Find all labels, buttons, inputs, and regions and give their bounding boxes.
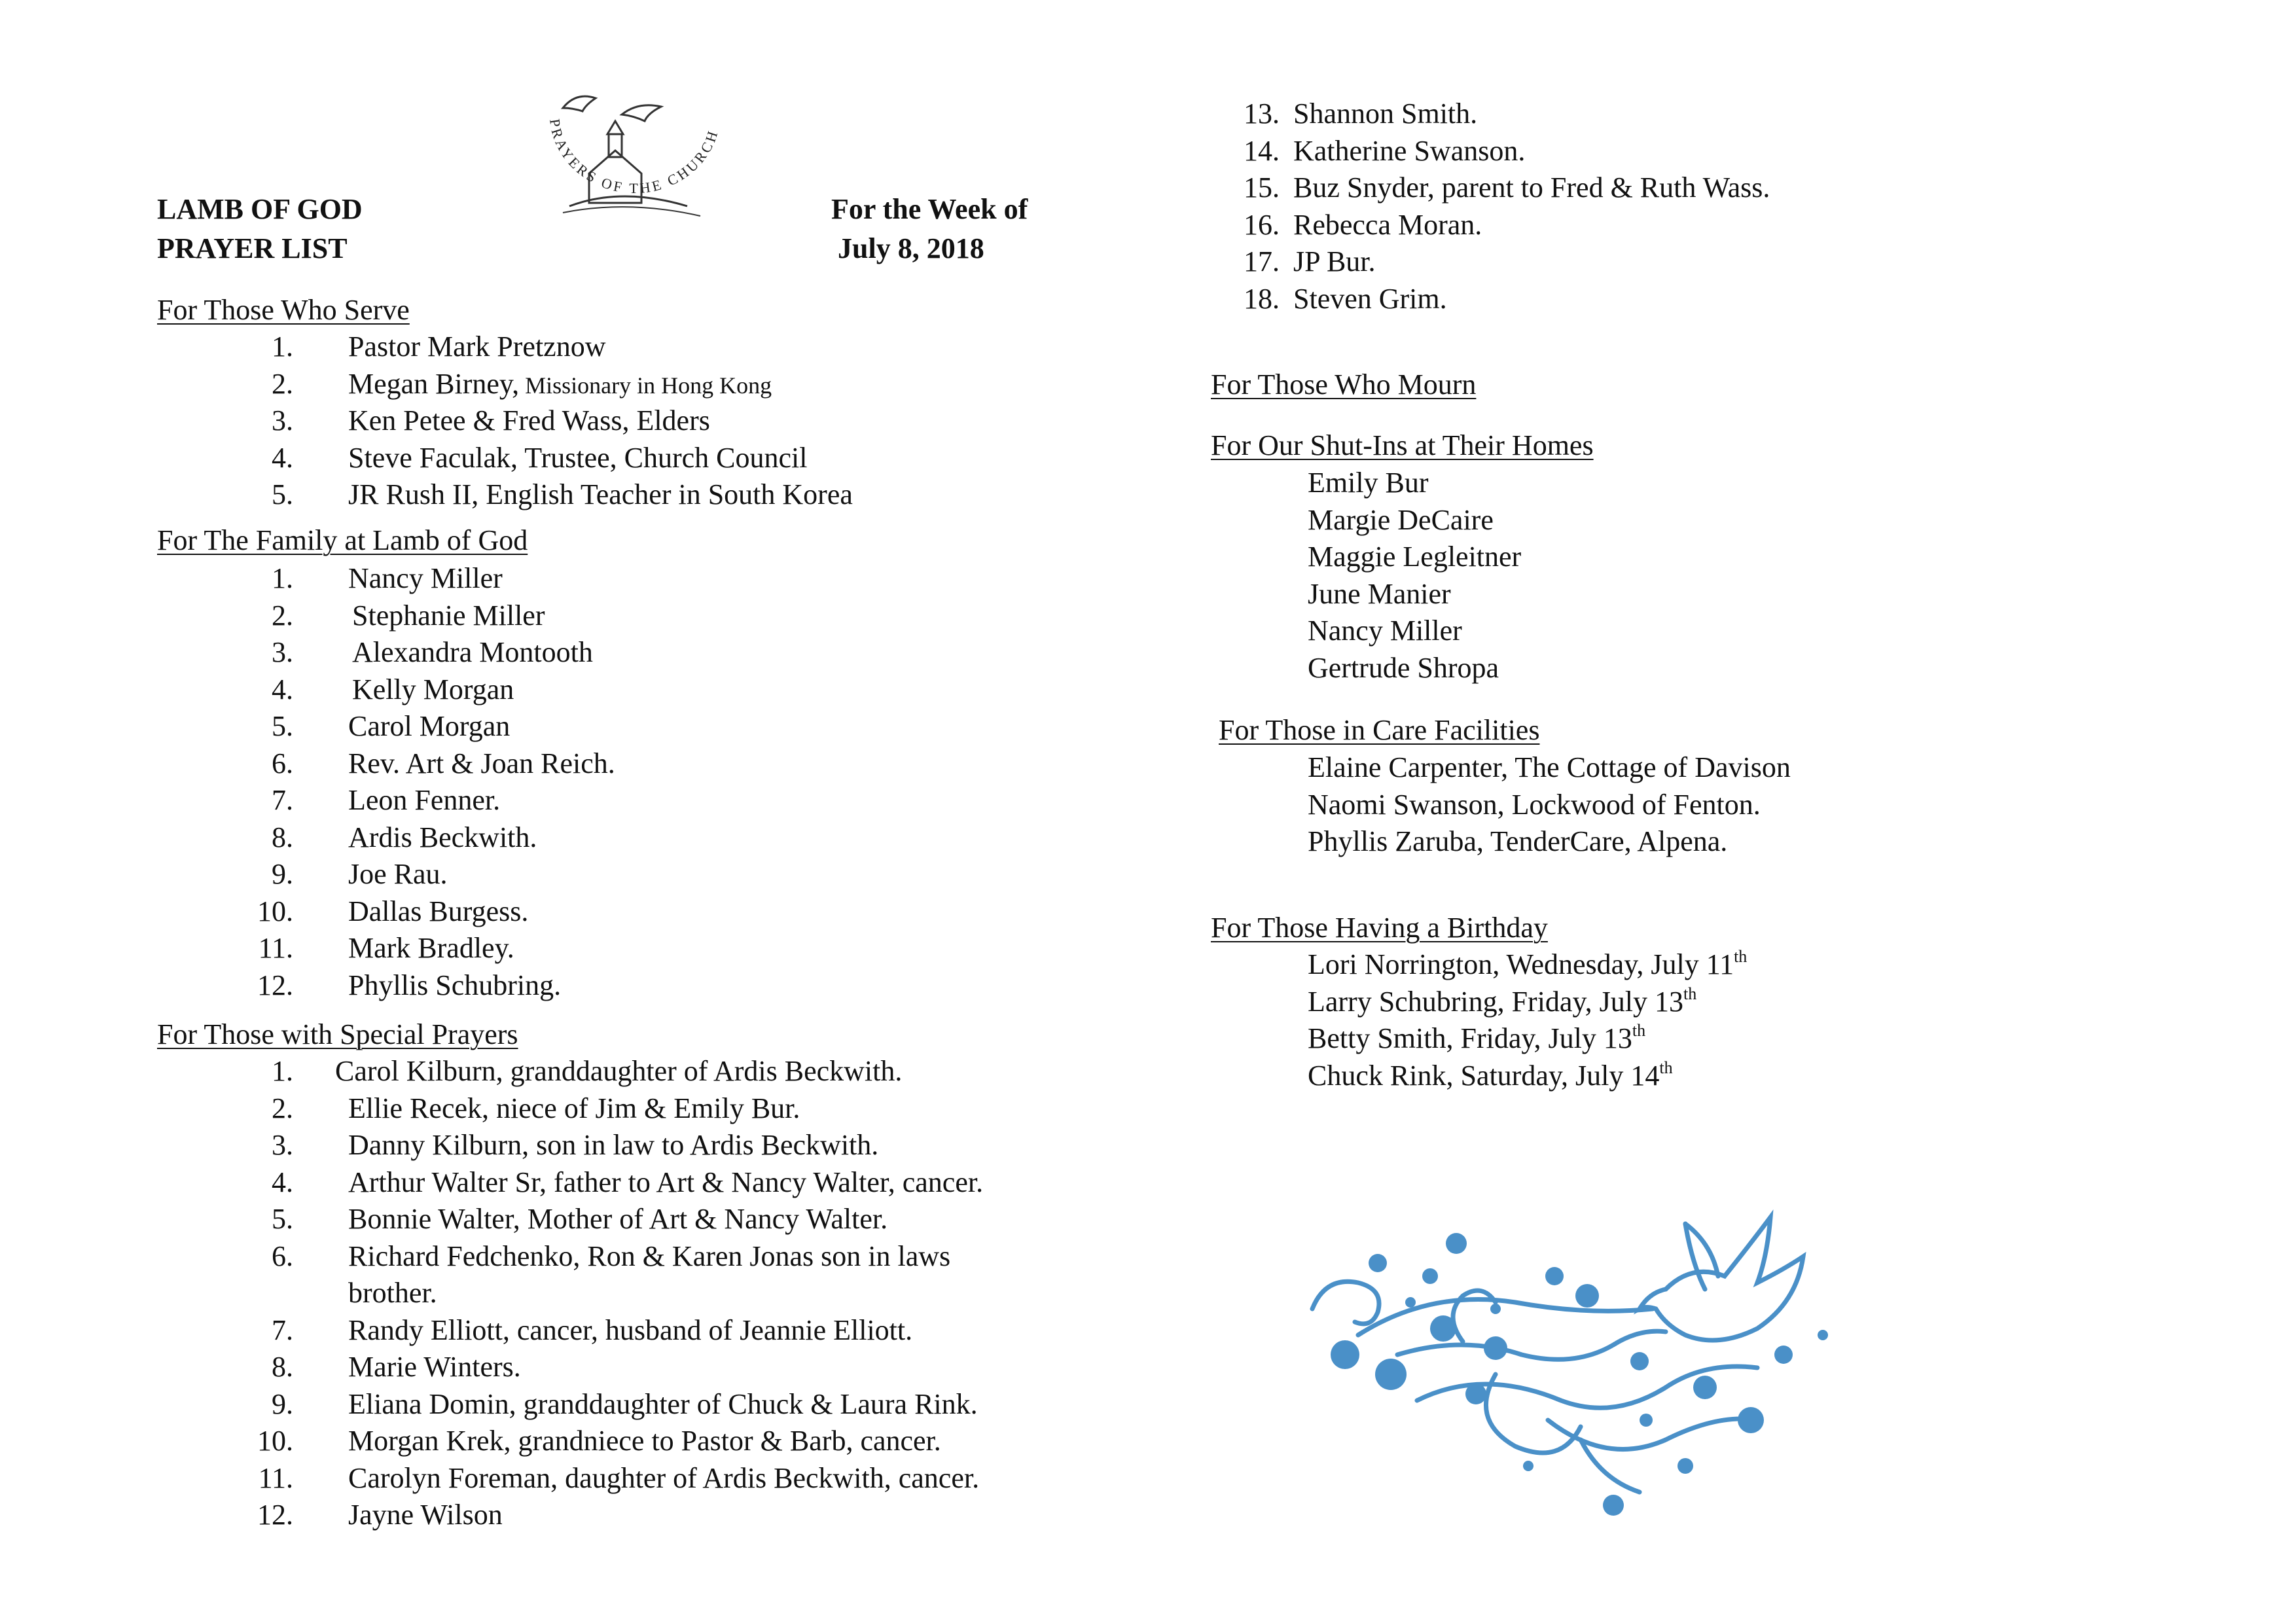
- item-text: JP Bur.: [1293, 245, 1376, 277]
- item-number: 1.: [272, 562, 293, 594]
- item-number: 3.: [272, 636, 293, 668]
- item-text: Gertrude Shropa: [1308, 651, 1499, 684]
- item-number: 13.: [1244, 98, 1280, 130]
- item-text: Rev. Art & Joan Reich.: [348, 747, 615, 779]
- item-text: Shannon Smith.: [1293, 98, 1478, 130]
- item-number: 2.: [272, 1092, 293, 1124]
- item-number: 2.: [272, 367, 293, 400]
- title-line-1: LAMB OF GOD: [157, 193, 363, 225]
- item-text: Ardis Beckwith.: [348, 821, 537, 853]
- item-number: 7.: [272, 784, 293, 816]
- ordinal-suffix: th: [1632, 1021, 1646, 1040]
- list-item: [1308, 787, 1761, 823]
- ordinal-suffix: th: [1683, 984, 1697, 1003]
- item-number: 5.: [272, 1203, 293, 1235]
- item-text: Alexandra Montooth: [352, 636, 593, 668]
- ordinal-suffix: th: [1734, 947, 1748, 966]
- section-heading-care: For Those in Care Facilities: [1219, 714, 1540, 746]
- item-text: Joe Rau.: [348, 858, 448, 890]
- prayers-of-the-church-logo: [524, 88, 740, 239]
- item-note: Missionary in Hong Kong: [519, 372, 772, 399]
- logo-arc-text: PRAYERS OF THE CHURCH: [547, 117, 722, 197]
- list-item: [1308, 823, 1727, 860]
- item-text: Arthur Walter Sr, father to Art & Nancy Walter, cancer.: [348, 1166, 984, 1198]
- section-heading-mourn: For Those Who Mourn: [1211, 368, 1477, 401]
- item-number: 17.: [1244, 245, 1280, 277]
- item-number: 6.: [272, 747, 293, 779]
- item-text: Margie DeCaire: [1308, 503, 1494, 536]
- item-text: Mark Bradley.: [348, 932, 514, 964]
- dove-floral-ornament: [1299, 1204, 1856, 1518]
- item-number: 4.: [272, 1166, 293, 1198]
- item-text: Carolyn Foreman, daughter of Ardis Beckwith, cancer.: [348, 1461, 980, 1494]
- item-text: Lori Norrington, Wednesday, July 11: [1308, 948, 1734, 980]
- item-number: 10.: [257, 895, 293, 927]
- item-number: 11.: [258, 932, 293, 964]
- item-number: 16.: [1244, 208, 1280, 241]
- item-text: Pastor Mark Pretznow: [348, 330, 606, 363]
- section-heading-serve: For Those Who Serve: [157, 294, 410, 326]
- item-number: 3.: [272, 404, 293, 437]
- item-number: 7.: [272, 1313, 293, 1346]
- item-number: 4.: [272, 673, 293, 705]
- list-item: [1308, 465, 1429, 501]
- item-text: Jayne Wilson: [348, 1499, 503, 1531]
- item-text: Marie Winters.: [348, 1351, 521, 1383]
- item-number: 2.: [272, 599, 293, 632]
- section-heading-birthday: For Those Having a Birthday: [1211, 912, 1548, 944]
- item-text: Bonnie Walter, Mother of Art & Nancy Walter.: [348, 1203, 888, 1235]
- item-text: Leon Fenner.: [348, 784, 501, 816]
- item-text: brother.: [348, 1277, 437, 1309]
- item-number: 10.: [257, 1425, 293, 1457]
- item-number: 1.: [272, 330, 293, 363]
- week-line-2: July 8, 2018: [838, 232, 984, 264]
- item-text: Steven Grim.: [1293, 282, 1447, 315]
- item-text: Stephanie Miller: [352, 599, 545, 632]
- item-number: 9.: [272, 858, 293, 890]
- item-text: Nancy Miller: [348, 562, 503, 594]
- item-text: Rebecca Moran.: [1293, 208, 1482, 241]
- item-text: JR Rush II, English Teacher in South Korea: [348, 478, 853, 510]
- item-number: 4.: [272, 441, 293, 474]
- list-item: [1308, 502, 1494, 539]
- list-item: [1308, 576, 1451, 613]
- item-text: Phyllis Zaruba, TenderCare, Alpena.: [1308, 825, 1728, 857]
- list-item: [1308, 1020, 1645, 1061]
- item-text: Buz Snyder, parent to Fred & Ruth Wass.: [1293, 171, 1770, 204]
- item-number: 18.: [1244, 282, 1280, 315]
- week-line-1: For the Week of: [831, 193, 1028, 225]
- item-number: 9.: [272, 1387, 293, 1420]
- item-number: 12.: [257, 969, 293, 1001]
- section-heading-shutins: For Our Shut-Ins at Their Homes: [1211, 429, 1594, 461]
- item-text: Katherine Swanson.: [1293, 134, 1526, 167]
- item-number: 3.: [272, 1129, 293, 1161]
- item-number: 15.: [1244, 171, 1280, 204]
- item-text: Richard Fedchenko, Ron & Karen Jonas son in laws: [348, 1240, 951, 1272]
- item-text: Chuck Rink, Saturday, July 14: [1308, 1059, 1660, 1092]
- item-text: Betty Smith, Friday, July 13: [1308, 1022, 1632, 1054]
- item-text: Maggie Legleitner: [1308, 541, 1522, 573]
- list-item: [1308, 613, 1462, 649]
- item-text: Carol Kilburn, granddaughter of Ardis Beckwith.: [335, 1055, 903, 1087]
- item-text: Megan Birney, Missionary in Hong Kong: [348, 367, 772, 400]
- item-number: 8.: [272, 1351, 293, 1383]
- item-text: Randy Elliott, cancer, husband of Jeannie Elliott.: [348, 1313, 913, 1346]
- item-number: 14.: [1244, 134, 1280, 167]
- item-text: Ken Petee & Fred Wass, Elders: [348, 404, 710, 437]
- item-number: 12.: [257, 1499, 293, 1531]
- list-item: [1308, 749, 1791, 786]
- item-number: 5.: [272, 710, 293, 742]
- list-item: [1308, 650, 1499, 687]
- list-item: [1308, 984, 1696, 1024]
- item-number: 11.: [258, 1461, 293, 1494]
- ordinal-suffix: th: [1659, 1058, 1673, 1077]
- section-heading-family: For The Family at Lamb of God: [157, 524, 528, 556]
- title-line-2: PRAYER LIST: [157, 232, 348, 264]
- item-text: Elaine Carpenter, The Cottage of Davison: [1308, 751, 1791, 783]
- item-text: Steve Faculak, Trustee, Church Council: [348, 441, 808, 474]
- item-text: Phyllis Schubring.: [348, 969, 562, 1001]
- item-number: 1.: [272, 1055, 293, 1087]
- item-text: Carol Morgan: [348, 710, 511, 742]
- item-text: Ellie Recek, niece of Jim & Emily Bur.: [348, 1092, 800, 1124]
- item-text: Naomi Swanson, Lockwood of Fenton.: [1308, 788, 1761, 821]
- item-text: Emily Bur: [1308, 467, 1429, 499]
- list-item: [1308, 539, 1521, 575]
- item-number: 8.: [272, 821, 293, 853]
- item-text: Eliana Domin, granddaughter of Chuck & Laura Rink.: [348, 1387, 978, 1420]
- list-item: [1308, 946, 1747, 987]
- item-text: June Manier: [1308, 577, 1451, 610]
- list-item: [1308, 1058, 1673, 1098]
- item-text: Dallas Burgess.: [348, 895, 529, 927]
- item-text: Larry Schubring, Friday, July 13: [1308, 985, 1683, 1018]
- item-number: 6.: [272, 1240, 293, 1272]
- item-text: Morgan Krek, grandniece to Pastor & Barb, cancer.: [348, 1425, 941, 1457]
- item-text: Nancy Miller: [1308, 615, 1462, 647]
- item-text: Kelly Morgan: [352, 673, 514, 705]
- section-heading-special: For Those with Special Prayers: [157, 1018, 518, 1050]
- item-number: 5.: [272, 478, 293, 510]
- svg-text:PRAYERS OF THE CHURCH: [547, 118, 721, 196]
- item-text: Danny Kilburn, son in law to Ardis Beckwith.: [348, 1129, 879, 1161]
